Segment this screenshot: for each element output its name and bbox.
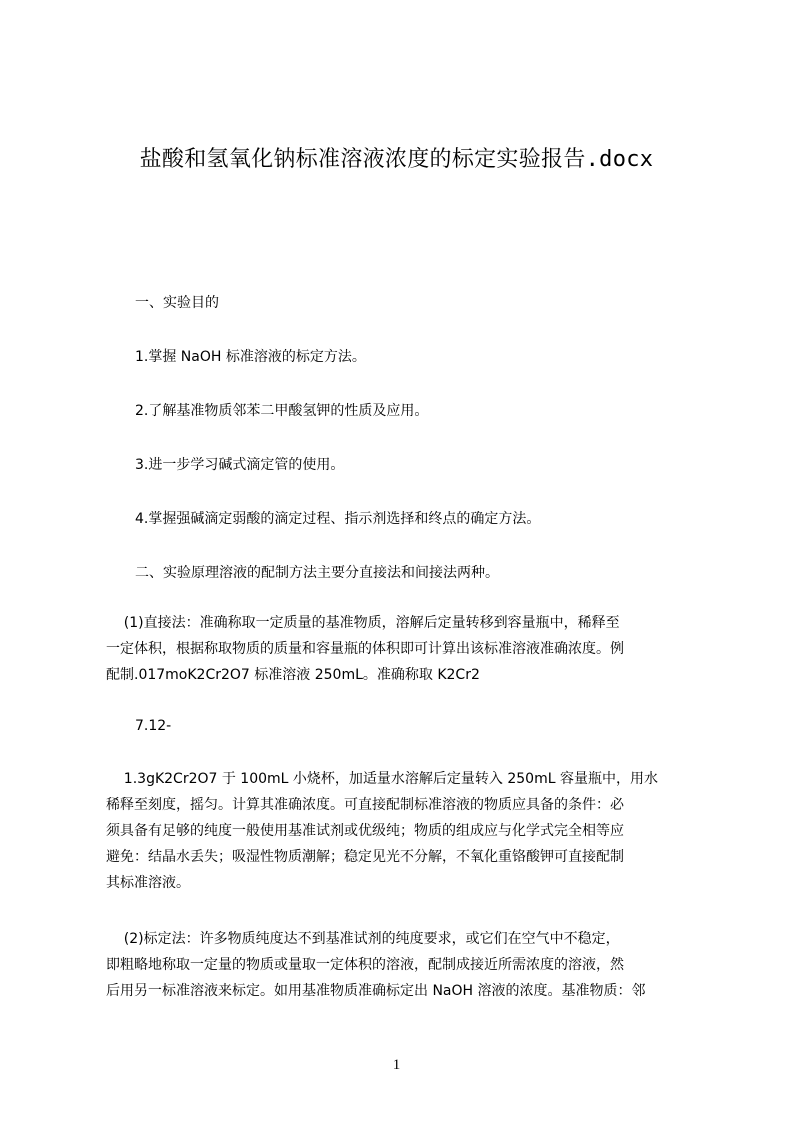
text-fragment: 7.12-: [135, 718, 172, 734]
section-heading-principle: 二、实验原理溶液的配制方法主要分直接法和间接法两种。: [135, 565, 499, 581]
page-number: 1: [392, 1057, 401, 1073]
document-title: 盐酸和氢氧化钠标准溶液浓度的标定实验报告.docx: [139, 147, 654, 172]
paragraph-line: 即粗略地称取一定量的物质或量取一定体积的溶液，配制成接近所需浓度的溶液，然: [106, 957, 624, 973]
paragraph-line: (1)直接法：准确称取一定质量的基准物质，溶解后定量转移到容量瓶中，稀释至: [106, 615, 620, 631]
paragraph-line: 避免：结晶水丢失；吸湿性物质潮解；稳定见光不分解，不氧化重铬酸钾可直接配制: [106, 849, 624, 865]
objective-item: 2.了解基准物质邻苯二甲酸氢钾的性质及应用。: [135, 403, 429, 419]
paragraph-line: (2)标定法：许多物质纯度达不到基准试剂的纯度要求，或它们在空气中不稳定，: [106, 931, 620, 947]
section-heading-objectives: 一、实验目的: [135, 295, 219, 311]
objective-item: 3.进一步学习碱式滴定管的使用。: [135, 457, 345, 473]
paragraph-line: 后用另一标准溶液来标定。如用基准物质准确标定出 NaOH 溶液的浓度。基准物质：邻: [106, 983, 646, 999]
paragraph-line: 配制.017moK2Cr2O7 标准溶液 250mL。准确称取 K2Cr2: [106, 667, 480, 683]
paragraph-line: 其标准溶液。: [106, 875, 190, 891]
paragraph-line: 一定体积，根据称取物质的质量和容量瓶的体积即可计算出该标准溶液准确浓度。例: [106, 641, 624, 657]
objective-item: 1.掌握 NaOH 标准溶液的标定方法。: [135, 349, 366, 365]
paragraph-standardization: [106, 926, 698, 1004]
paragraph-line: 1.3gK2Cr2O7 于 100mL 小烧杯，加适量水溶解后定量转入 250mL 容量瓶中，用水: [106, 771, 658, 787]
paragraph-direct-method: [106, 610, 698, 688]
paragraph-line: 须具备有足够的纯度一般使用基准试剂或优级纯；物质的组成应与化学式完全相等应: [106, 823, 624, 839]
paragraph-k2cr2o7: [106, 766, 698, 896]
paragraph-line: 稀释至刻度，摇匀。计算其准确浓度。可直接配制标准溶液的物质应具备的条件：必: [106, 797, 624, 813]
objective-item: 4.掌握强碱滴定弱酸的滴定过程、指示剂选择和终点的确定方法。: [135, 511, 541, 527]
